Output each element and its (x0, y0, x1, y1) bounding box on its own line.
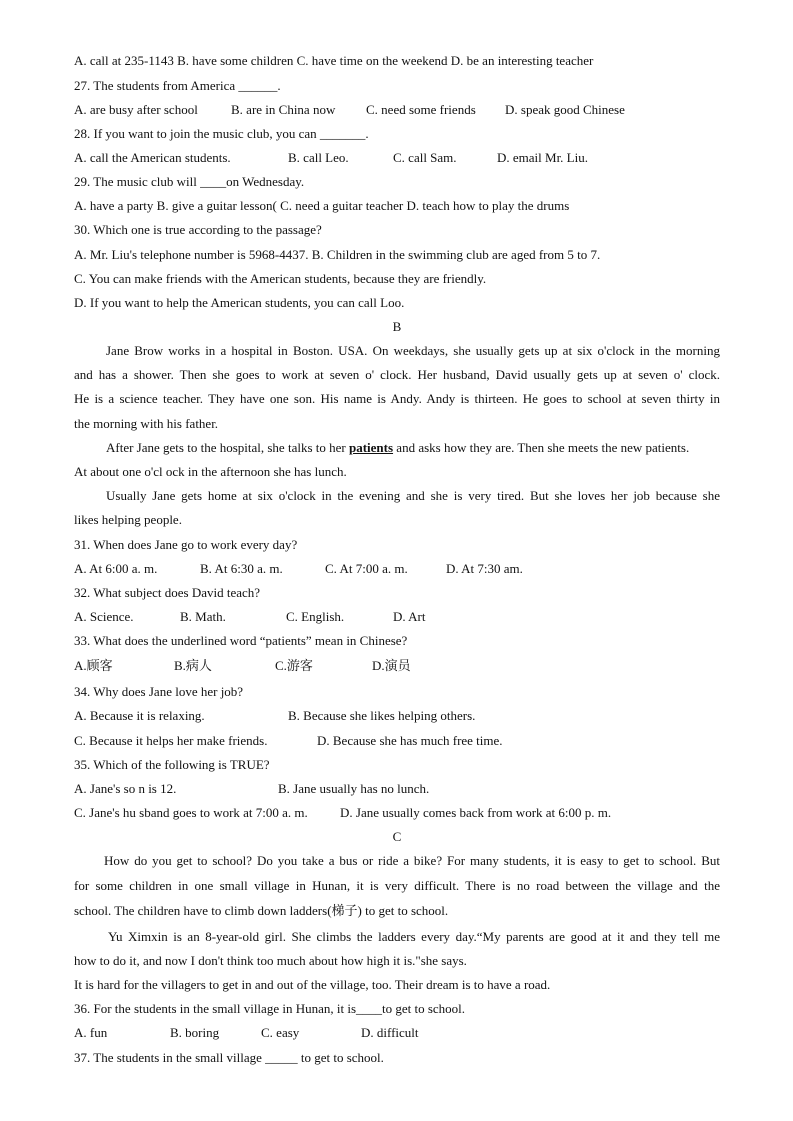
section-c-paragraph-1-line-3: school. The children have to climb down ladders(梯子) to get to school. (74, 903, 449, 918)
q30-option-c: C. You can make friends with the American students, because they are friendly. (74, 271, 487, 286)
section-c-paragraph-2-line-2: how to do it, and now I don't think too much about how high it is."she says. (74, 953, 467, 968)
section-b-heading: B (392, 319, 402, 334)
q33-option-d: D.演员 (372, 658, 411, 673)
q34-option-d: D. Because she has much free time. (317, 733, 503, 748)
section-b-paragraph-2-line-1 (106, 440, 720, 456)
q27-stem: 27. The students from America ______. (74, 78, 281, 93)
q34-stem: 34. Why does Jane love her job? (74, 684, 244, 699)
q31-option-b: B. At 6:30 a. m. (200, 561, 283, 576)
q31-option-c: C. At 7:00 a. m. (325, 561, 408, 576)
text-segment: After Jane gets to the hospital, she talks to her (106, 440, 349, 455)
q29-stem: 29. The music club will ____on Wednesday. (74, 174, 305, 189)
section-c-paragraph-3-line-1: It is hard for the villagers to get in and out of the village, too. Their dream is to have a road. (74, 977, 551, 992)
q30-options-ab: A. Mr. Liu's telephone number is 5968-4437. B. Children in the swimming club are aged from 5 to 7. (74, 247, 601, 262)
section-b-paragraph-2-line-2: At about one o'cl ock in the afternoon she has lunch. (74, 464, 347, 479)
q31-option-d: D. At 7:30 am. (446, 561, 523, 576)
q29-options: A. have a party B. give a guitar lesson( C. need a guitar teacher D. teach how to play the drums (74, 198, 570, 213)
section-b-paragraph-1-line-3: He is a science teacher. They have one son. His name is Andy. Andy is thirteen. He goes to school at seven thirty in (74, 391, 720, 406)
q33-option-c: C.游客 (275, 658, 313, 673)
q28-option-a: A. call the American students. (74, 150, 231, 165)
q30-stem: 30. Which one is true according to the passage? (74, 222, 322, 237)
q36-option-d: D. difficult (361, 1025, 419, 1040)
q35-option-a: A. Jane's so n is 12. (74, 781, 177, 796)
q33-option-a: A.顾客 (74, 658, 113, 673)
q36-stem: 36. For the students in the small village in Hunan, it is____to get to school. (74, 1001, 466, 1016)
section-b-paragraph-3-line-2: likes helping people. (74, 512, 182, 527)
q32-option-d: D. Art (393, 609, 426, 624)
q36-option-a: A. fun (74, 1025, 108, 1040)
q33-stem: 33. What does the underlined word “patients” mean in Chinese? (74, 633, 408, 648)
q36-option-b: B. boring (170, 1025, 220, 1040)
q32-option-a: A. Science. (74, 609, 134, 624)
section-c-paragraph-1-line-1: How do you get to school? Do you take a bus or ride a bike? For many students, it is easy to get to school. But (104, 853, 720, 868)
section-b-paragraph-3-line-1: Usually Jane gets home at six o'clock in the evening and she is very tired. But she loves her job because she (106, 488, 720, 503)
q30-option-d: D. If you want to help the American students, you can call Loo. (74, 295, 405, 310)
q27-option-b: B. are in China now (231, 102, 336, 117)
q36-option-c: C. easy (261, 1025, 300, 1040)
q31-option-a: A. At 6:00 a. m. (74, 561, 158, 576)
section-b-paragraph-1-line-2: and has a shower. Then she goes to work at seven o' clock. Her husband, David usually gets up at seven o' clock. (74, 367, 720, 382)
q28-option-d: D. email Mr. Liu. (497, 150, 588, 165)
q34-option-a: A. Because it is relaxing. (74, 708, 205, 723)
q31-stem: 31. When does Jane go to work every day? (74, 537, 298, 552)
section-b-paragraph-1-line-4: the morning with his father. (74, 416, 219, 431)
q27-option-c: C. need some friends (366, 102, 476, 117)
q37-stem: 37. The students in the small village _____ to get to school. (74, 1050, 384, 1065)
q27-option-a: A. are busy after school (74, 102, 198, 117)
q35-stem: 35. Which of the following is TRUE? (74, 757, 270, 772)
text-segment: and asks how they are. Then she meets the new patients. (393, 440, 690, 455)
section-b-paragraph-1-line-1: Jane Brow works in a hospital in Boston. USA. On weekdays, she usually gets up at six o'clock in the morning (106, 343, 720, 358)
q35-option-d: D. Jane usually comes back from work at 6:00 p. m. (340, 805, 612, 820)
q32-stem: 32. What subject does David teach? (74, 585, 261, 600)
q32-option-c: C. English. (286, 609, 345, 624)
q27-option-d: D. speak good Chinese (505, 102, 625, 117)
section-c-paragraph-1-line-2: for some children in one small village in Hunan, it is very difficult. There is no road between the village and the (74, 878, 720, 893)
q28-option-c: C. call Sam. (393, 150, 457, 165)
q26-options: A. call at 235-1143 B. have some children C. have time on the weekend D. be an interesting teacher (74, 53, 594, 68)
q28-option-b: B. call Leo. (288, 150, 349, 165)
section-c-paragraph-2-line-1: Yu Ximxin is an 8-year-old girl. She climbs the ladders every day.“My parents are good at it and they tell me (108, 929, 720, 944)
q34-option-c: C. Because it helps her make friends. (74, 733, 268, 748)
q28-stem: 28. If you want to join the music club, you can _______. (74, 126, 369, 141)
underlined-word-patients: patients (348, 440, 394, 455)
q34-option-b: B. Because she likes helping others. (288, 708, 476, 723)
q35-option-b: B. Jane usually has no lunch. (278, 781, 430, 796)
section-c-heading: C (392, 829, 402, 844)
q32-option-b: B. Math. (180, 609, 226, 624)
q35-option-c: C. Jane's hu sband goes to work at 7:00 a. m. (74, 805, 308, 820)
q33-option-b: B.病人 (174, 658, 212, 673)
